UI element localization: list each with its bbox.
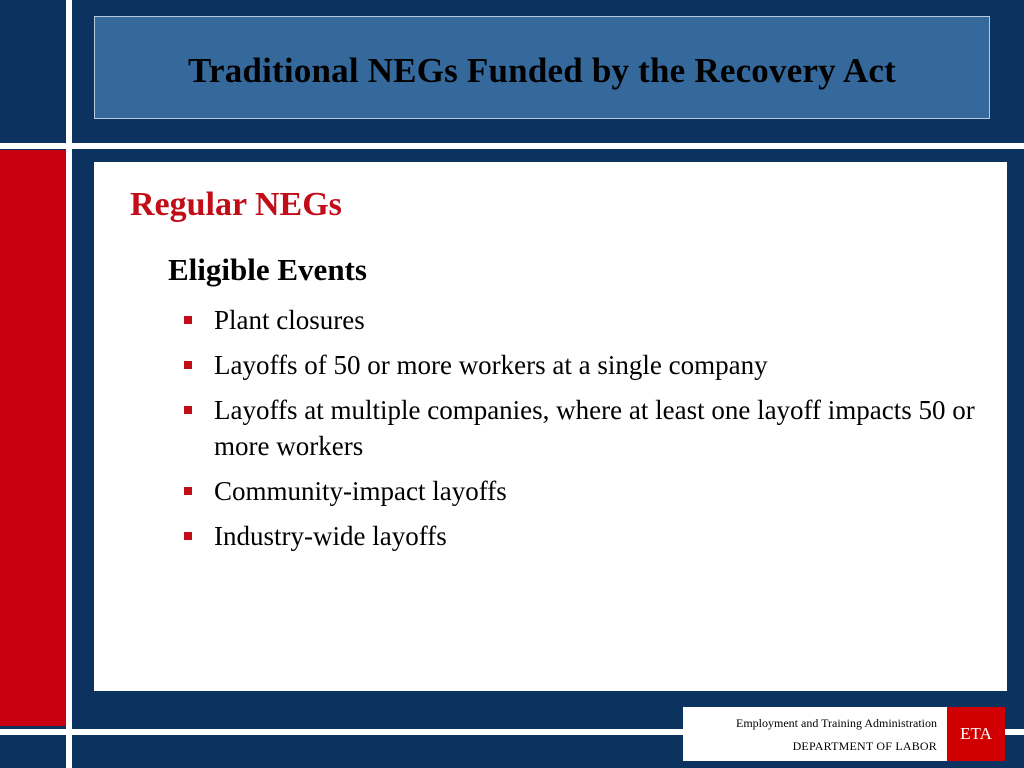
footer-department-name: DEPARTMENT OF LABOR	[792, 739, 937, 753]
bullet-item	[182, 392, 982, 464]
eta-logo-text: ETA	[960, 724, 992, 743]
vertical-divider	[66, 0, 72, 768]
bullet-text: Plant closures	[214, 305, 365, 335]
footer-agency-block	[683, 707, 947, 761]
square-bullet-icon	[184, 316, 192, 324]
eta-logo	[947, 707, 1005, 761]
section-heading: Regular NEGs	[130, 186, 342, 223]
square-bullet-icon	[184, 406, 192, 414]
title-banner	[94, 16, 990, 119]
content-panel	[94, 162, 1007, 691]
bullet-text: Industry-wide layoffs	[214, 521, 447, 551]
bullet-item	[182, 473, 982, 509]
bullet-item	[182, 302, 982, 338]
square-bullet-icon	[184, 361, 192, 369]
square-bullet-icon	[184, 487, 192, 495]
bullet-text: Layoffs at multiple companies, where at least one layoff impacts 50 or more workers	[214, 395, 975, 461]
left-red-bar	[0, 150, 66, 726]
bullet-item	[182, 347, 982, 383]
square-bullet-icon	[184, 532, 192, 540]
top-divider	[0, 143, 1024, 149]
bullet-list	[182, 302, 982, 563]
bullet-text: Layoffs of 50 or more workers at a single company	[214, 350, 768, 380]
footer-agency-name: Employment and Training Administration	[736, 716, 937, 730]
sub-heading: Eligible Events	[168, 252, 367, 287]
slide-title: Traditional NEGs Funded by the Recovery Act	[188, 50, 896, 90]
bullet-item	[182, 518, 982, 554]
bullet-text: Community-impact layoffs	[214, 476, 507, 506]
